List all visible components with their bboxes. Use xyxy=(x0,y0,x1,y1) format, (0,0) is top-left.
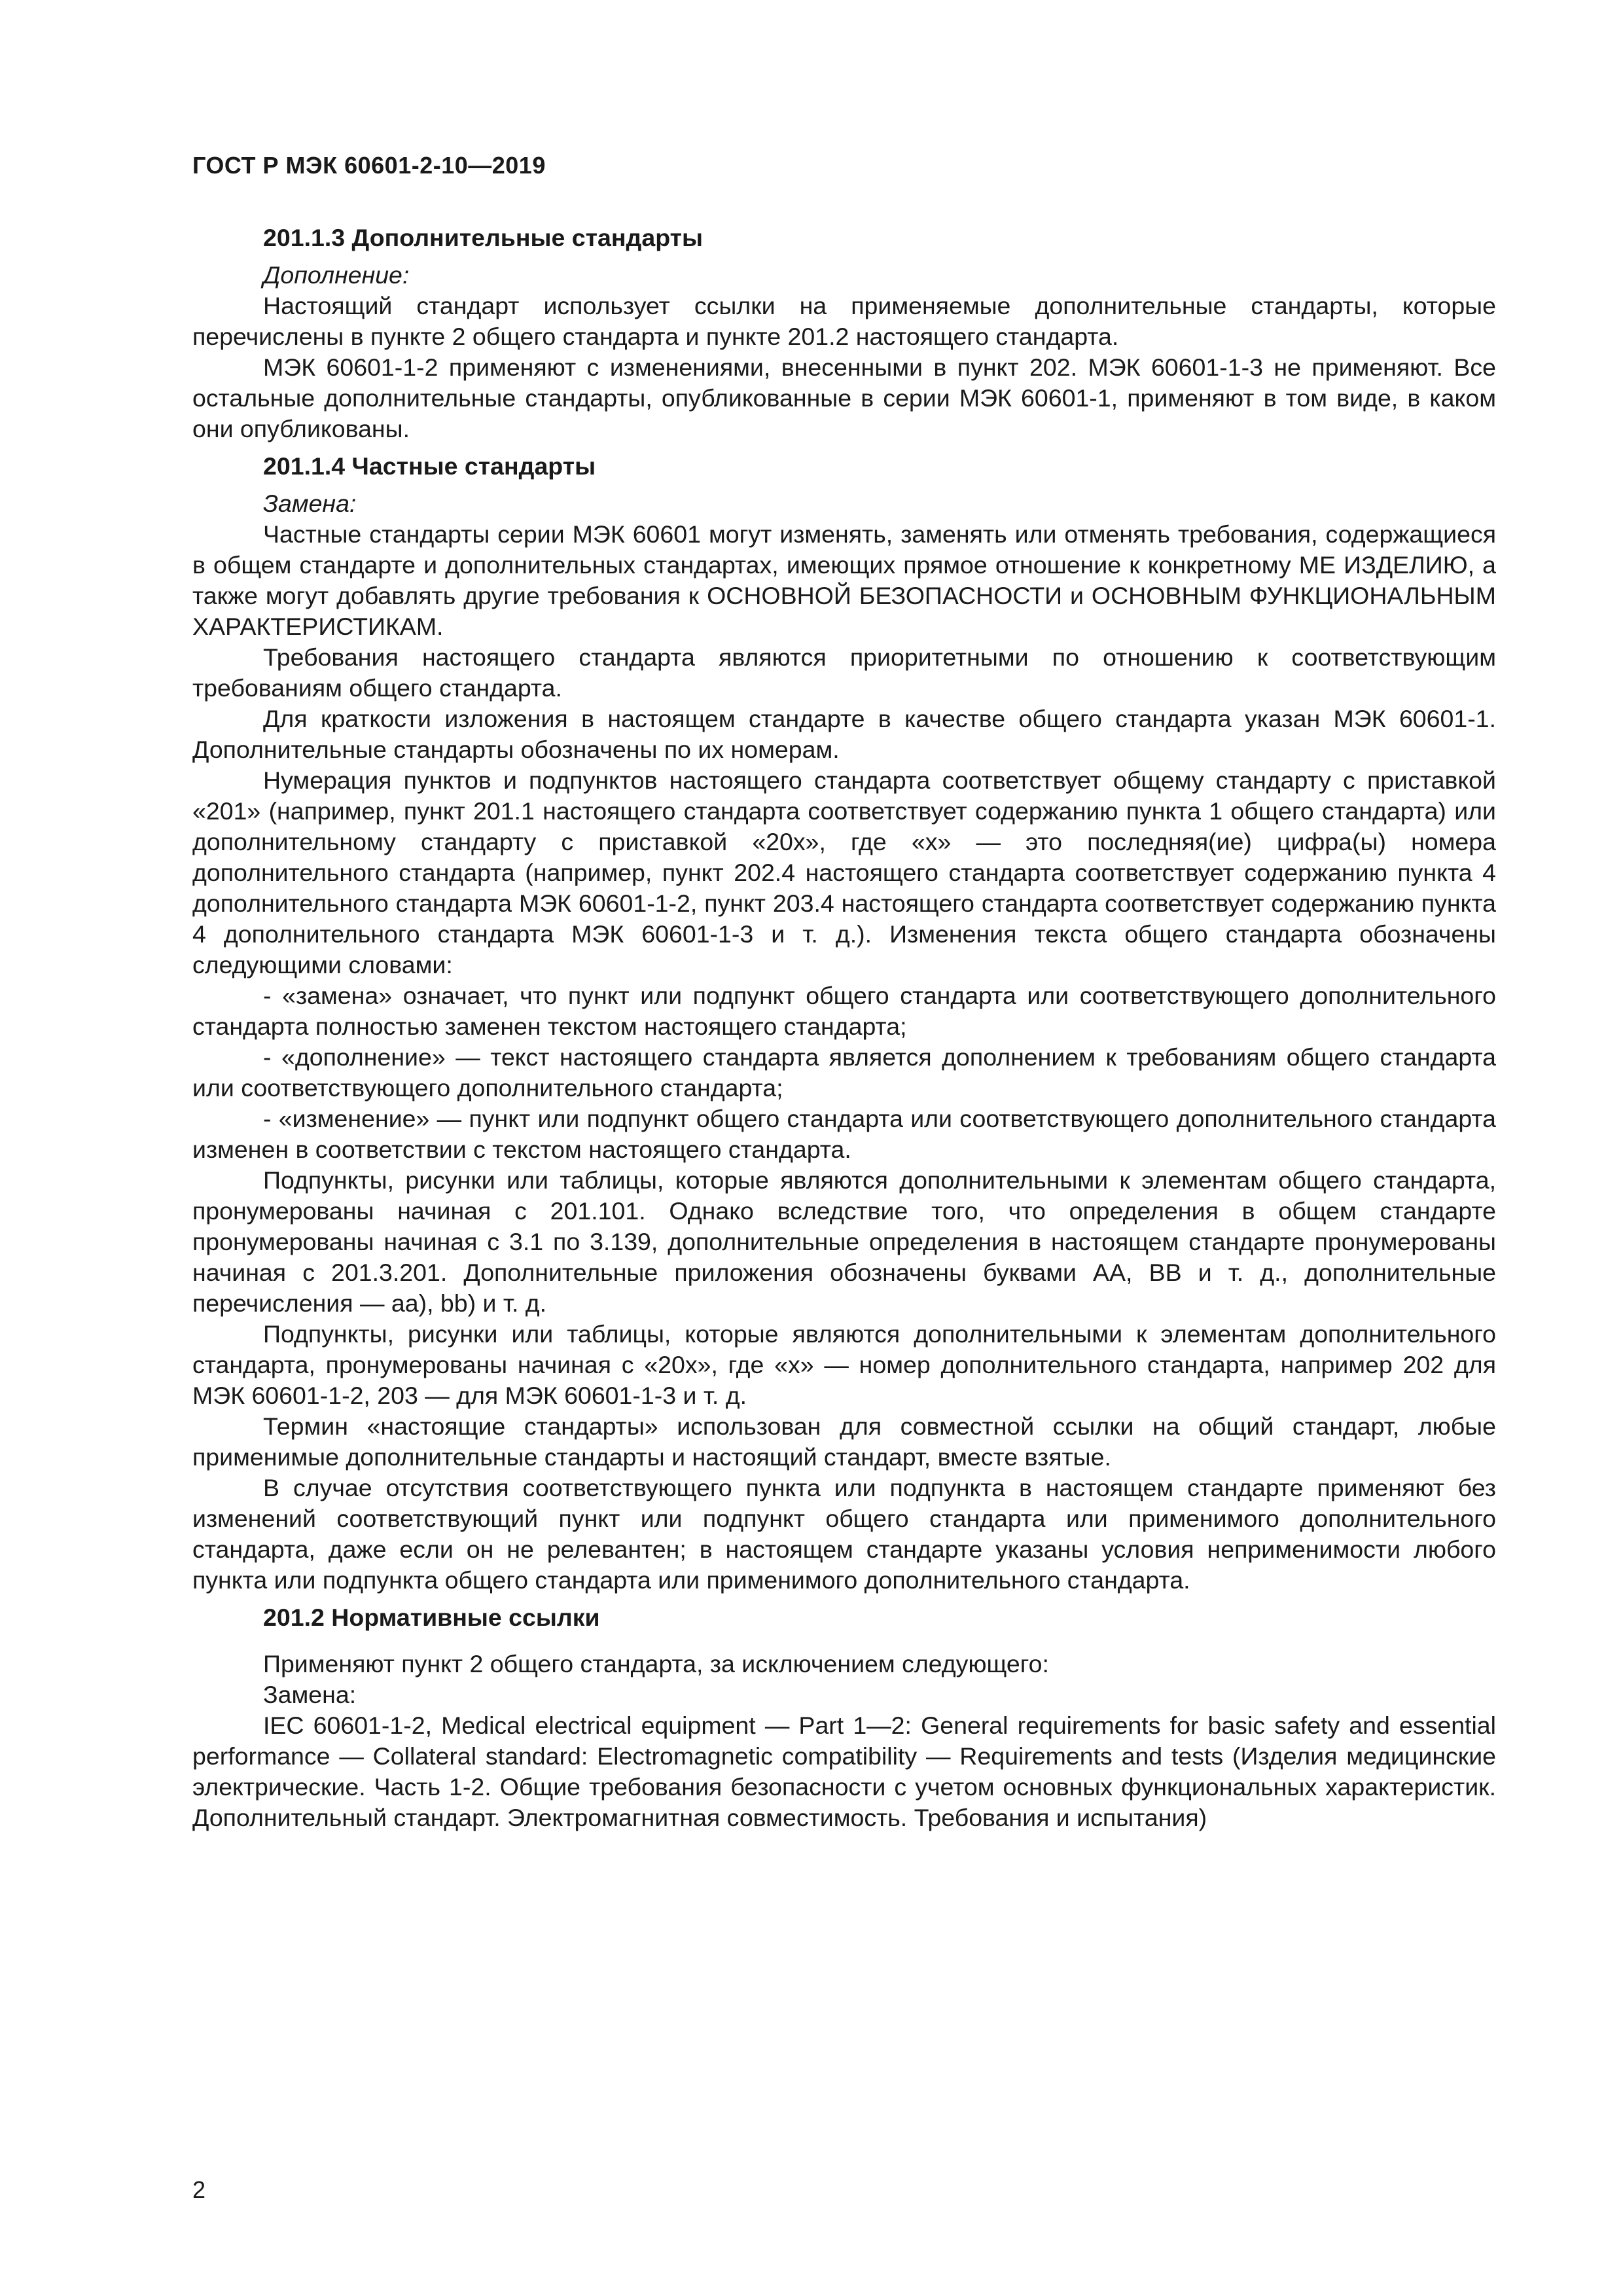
section-note-supplement: Дополнение: xyxy=(263,261,410,289)
section-heading-201-2: 201.2 Нормативные ссылки xyxy=(263,1604,600,1631)
paragraph: Замена: xyxy=(263,1681,357,1708)
list-item: - «дополнение» — текст настоящего стандарта является дополнением к требованиям общего стандарта или соответствующего дополнительного стандарта; xyxy=(192,1043,1496,1102)
paragraph: В случае отсутствия соответствующего пункта или подпункта в настоящем стандарте применяют без изменений соответствующий пункт или подпункт общего стандарта или применимого дополнительного стандарта, даже если он не релевантен; в настоящем стандарте указаны условия неприменимости любого пункта или подпункта общего стандарта или применимого дополнительного стандарта. xyxy=(192,1474,1496,1594)
paragraph: Для краткости изложения в настоящем стандарте в качестве общего стандарта указан МЭК 60601-1. Дополнительные стандарты обозначены по их номерам. xyxy=(192,705,1496,763)
paragraph: МЭК 60601-1-2 применяют с изменениями, внесенными в пункт 202. МЭК 60601-1-3 не применяют. Все остальные дополнительные стандарты, опубликованные в серии МЭК 60601-1, применяют в том виде, в каком они опубликованы. xyxy=(192,353,1496,442)
paragraph: Подпункты, рисунки или таблицы, которые являются дополнительными к элементам дополнительного стандарта, пронумерованы начиная с «20х», где «х» — номер дополнительного стандарта, например 202 для МЭК 60601-1-2, 203 — для МЭК 60601-1-3 и т. д. xyxy=(192,1320,1496,1409)
paragraph: IEC 60601-1-2, Medical electrical equipment — Part 1—2: General requirements for basic safety and essential performance — Collateral standard: Electromagnetic compatibility — Requirements and tests (Изделия медицинские электрические. Часть 1-2. Общие требования безопасности с учетом основных функциональных характеристик. Дополнительный стандарт. Электромагнитная совместимость. Требования и испытания) xyxy=(192,1712,1496,1831)
paragraph: Частные стандарты серии МЭК 60601 могут изменять, заменять или отменять требования, содержащиеся в общем стандарте и дополнительных стандартах, имеющих прямое отношение к конкретному МЕ ИЗДЕЛИЮ, а также могут добавлять другие требования к ОСНОВНОЙ БЕЗОПАСНОСТИ и ОСНОВНЫМ ФУНКЦИОНАЛЬНЫМ ХАРАКТЕРИСТИКАМ. xyxy=(192,520,1496,640)
document-body xyxy=(192,223,1496,1833)
list-item: - «изменение» — пункт или подпункт общего стандарта или соответствующего дополнительного стандарта изменен в соответствии с текстом настоящего стандарта. xyxy=(192,1105,1496,1163)
paragraph: Требования настоящего стандарта являются приоритетными по отношению к соответствующим требованиям общего стандарта. xyxy=(192,643,1496,702)
section-note-replacement: Замена: xyxy=(263,490,357,517)
section-heading-201-1-3: 201.1.3 Дополнительные стандарты xyxy=(263,224,703,251)
section-heading-201-1-4: 201.1.4 Частные стандарты xyxy=(263,452,596,480)
paragraph: Термин «настоящие стандарты» использован для совместной ссылки на общий стандарт, любые применимые дополнительные стандарты и настоящий стандарт, вместе взятые. xyxy=(192,1412,1496,1471)
document-header-title: ГОСТ Р МЭК 60601-2-10—2019 xyxy=(192,152,546,179)
paragraph: Применяют пункт 2 общего стандарта, за исключением следующего: xyxy=(263,1650,1049,1677)
paragraph: Нумерация пунктов и подпунктов настоящего стандарта соответствует общему стандарту с приставкой «201» (например, пункт 201.1 настоящего стандарта соответствует содержанию пункта 1 общего стандарта) или дополнительному стандарту с приставкой «20х», где «х» — это последняя(ие) цифра(ы) номера дополнительного стандарта (например, пункт 202.4 настоящего стандарта соответствует содержанию пункта 4 дополнительного стандарта МЭК 60601-1-2, пункт 203.4 настоящего стандарта соответствует содержанию пункта 4 дополнительного стандарта МЭК 60601-1-3 и т. д.). Изменения текста общего стандарта обозначены следующими словами: xyxy=(192,766,1496,978)
list-item: - «замена» означает, что пункт или подпункт общего стандарта или соответствующего дополнительного стандарта полностью заменен текстом настоящего стандарта; xyxy=(192,982,1496,1040)
paragraph: Настоящий стандарт использует ссылки на применяемые дополнительные стандарты, которые перечислены в пункте 2 общего стандарта и пункте 201.2 настоящего стандарта. xyxy=(192,292,1496,350)
paragraph: Подпункты, рисунки или таблицы, которые являются дополнительными к элементам общего стандарта, пронумерованы начиная с 201.101. Однако вследствие того, что определения в общем стандарте пронумерованы начиная с 3.1 по 3.139, дополнительные определения в настоящем стандарте пронумерованы начиная с 201.3.201. Дополнительные приложения обозначены буквами АА, ВВ и т. д., дополнительные перечисления — аа), bb) и т. д. xyxy=(192,1166,1496,1317)
page-number: 2 xyxy=(192,2176,206,2203)
